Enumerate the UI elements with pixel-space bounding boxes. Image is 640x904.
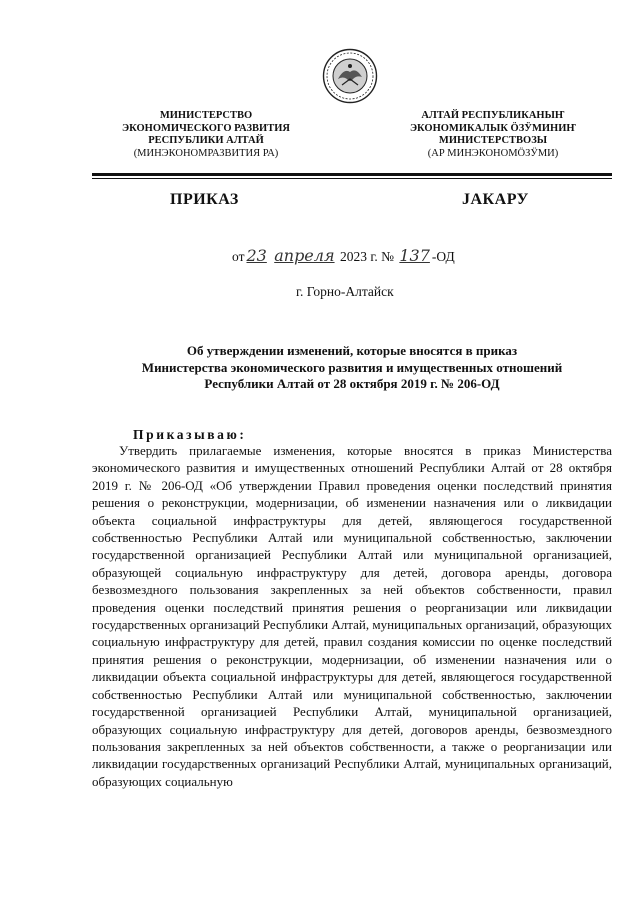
org-left-line3: РЕСПУБЛИКИ АЛТАЙ <box>148 135 264 146</box>
org-right-line1: АЛТАЙ РЕСПУБЛИКАНЫҤ <box>421 110 565 121</box>
org-left-line1: МИНИСТЕРСТВО <box>159 110 253 121</box>
document-title <box>92 343 612 393</box>
title-line-3: Республики Алтай от 28 октября 2019 г. № 206-ОД <box>204 376 500 391</box>
header-divider-thick <box>92 173 612 176</box>
org-right-line2: ЭКОНОМИКАЛЫК ÖЗӰМИНИҤ <box>409 122 577 134</box>
city-name: г. Горно-Алтайск <box>296 284 394 299</box>
altai-republic-emblem-icon <box>322 48 378 104</box>
handwritten-order-number: 137 <box>399 246 430 265</box>
order-body-paragraph: Утвердить прилагаемые изменения, которые вносятся в приказ Министерства экономического развития и имущественных отношений Республики Алтай от 28 октября 2019 г. № 206-ОД «Об утверждении Правил проведения оценки последствий принятия решения о реконструкции, модернизации, об изменении назначения или о ликвидации объекта социальной инфраструктуры для детей, являющегося государственной собственностью Республики Алтай или муниципальной собственностью, заключении государственной организацией Республики Алтай или муниципальной организацией, образующей социальную инфраструктуру для детей, договора аренды, договора безвозмездного пользования закрепленных за ней объектов собственности, правил проведения оценки последствий принятия решения о реорганизации или ликвидации государственных организаций Республики Алтай, муниципальных организаций, образующих социальную инфраструктуру для детей, правил создания комиссии по оценке последствий принятия решения о реконструкции, модернизации, об изменении назначения или о ликвидации объекта социальной инфраструктуры для детей, являющегося государственной собственностью Республики Алтай или муниципальной собственностью, заключении государственной организацией Республики Алтай, муниципальной организацией, образующих социальную инфраструктуру для детей, договоров аренды, безвозмездного пользования закрепленных за ней объектов собственности, а также о реорганизации или ликвидации государственных организаций Республики Алтай, муниципальных организаций, образующих социальную <box>92 443 612 789</box>
order-number-suffix: -ОД <box>431 249 455 264</box>
prikazyvayu-heading: Приказываю: <box>133 427 247 442</box>
header-divider-thin <box>92 178 612 179</box>
handwritten-month: апреля <box>274 246 335 265</box>
org-right-line3: МИНИСТЕРСТВОЗЫ <box>438 135 548 146</box>
order-title-altai: JАКАРУ <box>462 191 529 208</box>
title-line-2: Министерства экономического развития и имущественных отношений <box>141 359 563 375</box>
handwritten-day: 23 <box>246 246 267 265</box>
ministry-name-russian <box>96 110 316 160</box>
order-title-russian: ПРИКАЗ <box>170 191 239 208</box>
ministry-name-altai <box>388 110 598 160</box>
date-prefix: от <box>232 249 245 264</box>
order-date-line <box>232 246 455 265</box>
title-line-1: Об утверждении изменений, которые вносятся в приказ <box>186 343 518 358</box>
org-left-line2: ЭКОНОМИЧЕСКОГО РАЗВИТИЯ <box>122 122 290 134</box>
date-year: 2023 г. № <box>339 249 394 264</box>
org-left-abbr: (МИНЭКОНОМРАЗВИТИЯ РА) <box>133 147 279 159</box>
org-right-abbr: (АР МИНЭКОНОМÖЗӰМИ) <box>427 147 559 159</box>
